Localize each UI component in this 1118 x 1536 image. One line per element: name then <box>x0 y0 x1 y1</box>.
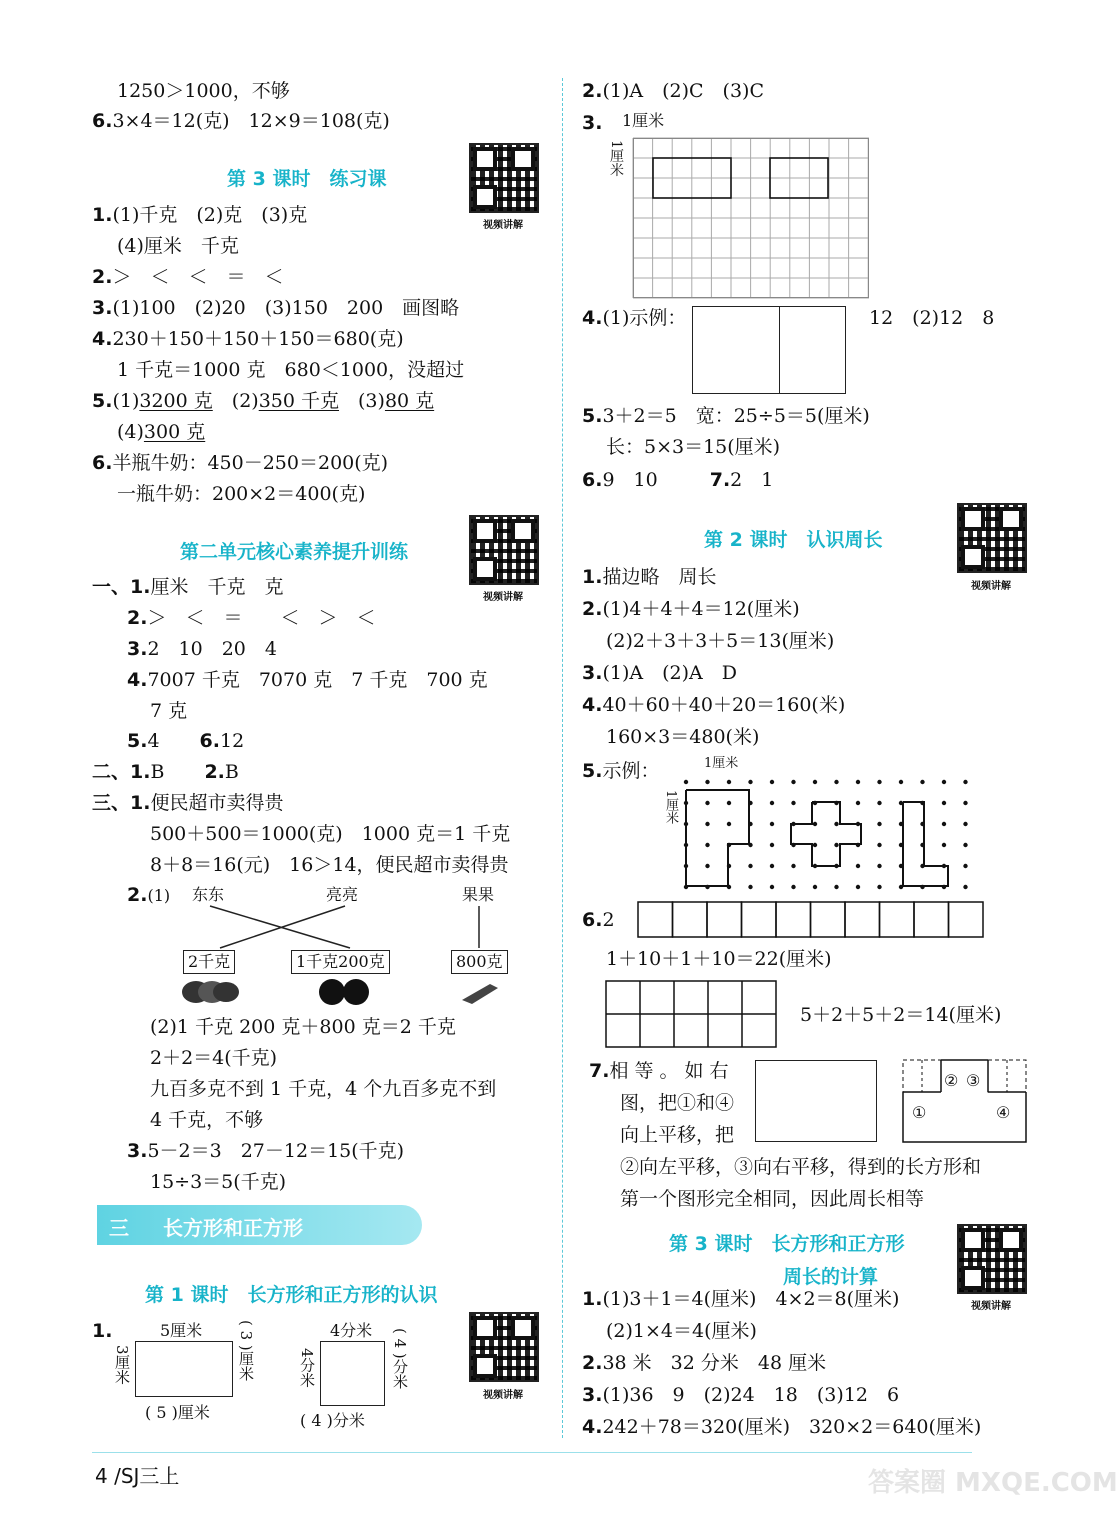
problem-5: 5.(1)3200 克 (2)350 千克 (3)80 克 <box>92 390 435 412</box>
line: (2)1 千克 200 克＋800 克＝2 千克 <box>150 1016 456 1038</box>
problem-4: 4.242＋78＝320(厘米) 320×2＝640(厘米) <box>582 1416 982 1438</box>
qr-caption: 视频讲解 <box>483 1390 523 1401</box>
problem-2: 2.＞ ＜ ＜ ＝ ＜ <box>92 266 284 288</box>
unit-banner: 三 长方形和正方形 <box>97 1205 422 1245</box>
row-of-squares <box>637 901 985 939</box>
weight-2kg: 2千克 <box>183 950 235 974</box>
problem-2: 2.(1)A (2)C (3)C <box>582 80 764 102</box>
part-1: 一、1.厘米 千克 克 <box>92 576 284 598</box>
circle-4: ④ <box>996 1103 1011 1122</box>
line: 第一个图形完全相同，因此周长相等 <box>620 1188 925 1210</box>
rectangle <box>135 1341 233 1397</box>
circle-1: ① <box>912 1103 927 1122</box>
line: 九百多克不到 1 千克，4 个九百多克不到 <box>150 1078 497 1100</box>
square-right-label: ( 4 )分米 <box>391 1328 409 1389</box>
problem-6: 6.半瓶牛奶：450－250＝200(克) <box>92 452 389 474</box>
rectangle <box>755 1060 877 1142</box>
line: 8＋8＝16(元) 16＞14，便民超市卖得贵 <box>150 854 509 876</box>
problem-1: 1.(1)3＋1＝4(厘米) 4×2＝8(厘米) <box>582 1288 900 1310</box>
qr-code-icon[interactable] <box>469 515 539 585</box>
part-2: 二、1.B 2.B <box>92 761 239 783</box>
grid-2x5 <box>605 980 777 1048</box>
split-rectangle <box>692 306 846 394</box>
problem-2: 2.38 米 32 分米 48 厘米 <box>582 1352 827 1374</box>
section-heading: 第 3 课时 练习课 <box>227 168 387 190</box>
problem-4: 4.40＋60＋40＋20＝160(米) <box>582 694 846 716</box>
unit-label-vertical: 1厘米 <box>608 140 624 177</box>
problem-5-6: 5.4 6.12 <box>127 730 245 752</box>
part-3: 三、1.便民超市卖得贵 <box>92 792 284 814</box>
grid-figure <box>633 138 869 298</box>
line: (2)1×4＝4(厘米) <box>606 1320 757 1342</box>
section-heading: 第 3 课时 长方形和正方形 <box>669 1233 905 1255</box>
line: 2＋2＝4(千克) <box>150 1047 278 1069</box>
section-heading: 第 2 课时 认识周长 <box>704 529 883 551</box>
qr-caption: 视频讲解 <box>971 581 1011 592</box>
section-heading: 第二单元核心素养提升训练 <box>180 541 409 563</box>
problem-3: 3.(1)36 9 (2)24 18 (3)12 6 <box>582 1384 900 1406</box>
problem-3: 3.(1)A (2)A D <box>582 662 737 684</box>
qr-caption: 视频讲解 <box>483 592 523 603</box>
watermark: 答案圈 MXQE.COM <box>868 1468 1118 1498</box>
line: 7 克 <box>150 700 188 722</box>
problem-3: 3. <box>582 112 603 134</box>
qr-caption: 视频讲解 <box>971 1301 1011 1312</box>
square <box>320 1341 385 1406</box>
name-guoguo: 果果 <box>462 885 495 904</box>
answer: 12 (2)12 8 <box>869 307 995 329</box>
square-left-label: 4分米 <box>298 1348 316 1388</box>
line: 1250＞1000，不够 <box>117 80 290 102</box>
line: 向上平移，把 <box>620 1124 735 1146</box>
problem-1: 1. <box>92 1320 113 1342</box>
problem-2: 2.(1)4＋4＋4＝12(厘米) <box>582 598 800 620</box>
line: 长：5×3＝15(厘米) <box>606 436 781 458</box>
circle-2: ② <box>944 1071 959 1090</box>
problem-3: 3.5－2＝3 27－12＝15(千克) <box>127 1140 405 1162</box>
problem-1: 1.(1)千克 (2)克 (3)克 <box>92 204 308 226</box>
problem-2: 2.(1) <box>127 884 171 906</box>
line: (4)300 克 <box>117 421 206 443</box>
problem-2: 2.＞ ＜ ＝ ＜ ＞ ＜ <box>127 607 376 629</box>
line: 1 千克＝1000 克 680＜1000，没超过 <box>117 359 465 381</box>
column-divider <box>562 78 563 1438</box>
problem-1: 1.描边略 周长 <box>582 566 717 588</box>
answer: 5＋2＋5＋2＝14(厘米) <box>800 1004 1002 1026</box>
problem-7: 7.相等。如右 <box>589 1060 735 1082</box>
line: 图，把①和④ <box>620 1092 735 1114</box>
qr-code-icon[interactable] <box>957 1224 1027 1294</box>
unit-label: 1厘米 <box>704 756 739 771</box>
dot-grid-figure <box>680 772 980 894</box>
square-top-label: 4分米 <box>330 1321 373 1340</box>
name-dongdong: 东东 <box>192 885 225 904</box>
line: ②向左平移，③向右平移，得到的长方形和 <box>620 1156 982 1178</box>
footer-rule <box>92 1452 972 1453</box>
problem-6: 6.2 <box>582 909 615 931</box>
line: 160×3＝480(米) <box>606 726 760 748</box>
line: 1＋10＋1＋10＝22(厘米) <box>606 948 832 970</box>
qr-caption: 视频讲解 <box>483 220 523 231</box>
square-bottom-label: ( 4 )分米 <box>300 1411 365 1430</box>
qr-code-icon[interactable] <box>957 503 1027 573</box>
line: 15÷3＝5(千克) <box>150 1171 287 1193</box>
unit-label: 1厘米 <box>622 111 665 130</box>
problem-5: 5.3＋2＝5 宽：25÷5＝5(厘米) <box>582 405 870 427</box>
problem-3: 3.2 10 20 4 <box>127 638 277 660</box>
weight-800g: 800克 <box>451 950 508 974</box>
qr-code-icon[interactable] <box>469 1312 539 1382</box>
page-footer: 4 /SJ三上 <box>95 1464 180 1488</box>
line: 一瓶牛奶：200×2＝400(克) <box>117 483 366 505</box>
line: (2)2＋3＋3＋5＝13(厘米) <box>606 630 835 652</box>
section-heading: 第 1 课时 长方形和正方形的认识 <box>145 1284 438 1306</box>
line: (4)厘米 千克 <box>117 235 239 257</box>
problem-4: 4.7007 千克 7070 克 7 千克 700 克 <box>127 669 488 691</box>
problem-6: 6.3×4＝12(克) 12×9＝108(克) <box>92 110 390 132</box>
name-liangliang: 亮亮 <box>326 885 359 904</box>
line: 500＋500＝1000(克) 1000 克＝1 千克 <box>150 823 511 845</box>
rect-bottom-label: ( 5 )厘米 <box>145 1403 210 1422</box>
qr-code-icon[interactable] <box>469 143 539 213</box>
circle-3: ③ <box>966 1071 981 1090</box>
rect-left-label: 3厘米 <box>113 1345 131 1385</box>
unit-label-vertical: 1厘米 <box>663 790 678 825</box>
problem-3: 3.(1)100 (2)20 (3)150 200 画图略 <box>92 297 460 319</box>
rect-top-label: 5厘米 <box>160 1321 203 1340</box>
line: 4 千克，不够 <box>150 1109 264 1131</box>
problem-4: 4.(1)示例： <box>582 307 687 329</box>
problem-6-7: 6.9 10 7.2 1 <box>582 469 774 491</box>
section-heading-2: 周长的计算 <box>783 1266 879 1288</box>
weight-1kg200g: 1千克200克 <box>291 950 390 974</box>
rect-right-label: ( 3 )厘米 <box>237 1320 255 1381</box>
problem-4: 4.230＋150＋150＋150＝680(克) <box>92 328 404 350</box>
problem-5: 5.示例： <box>582 760 660 782</box>
